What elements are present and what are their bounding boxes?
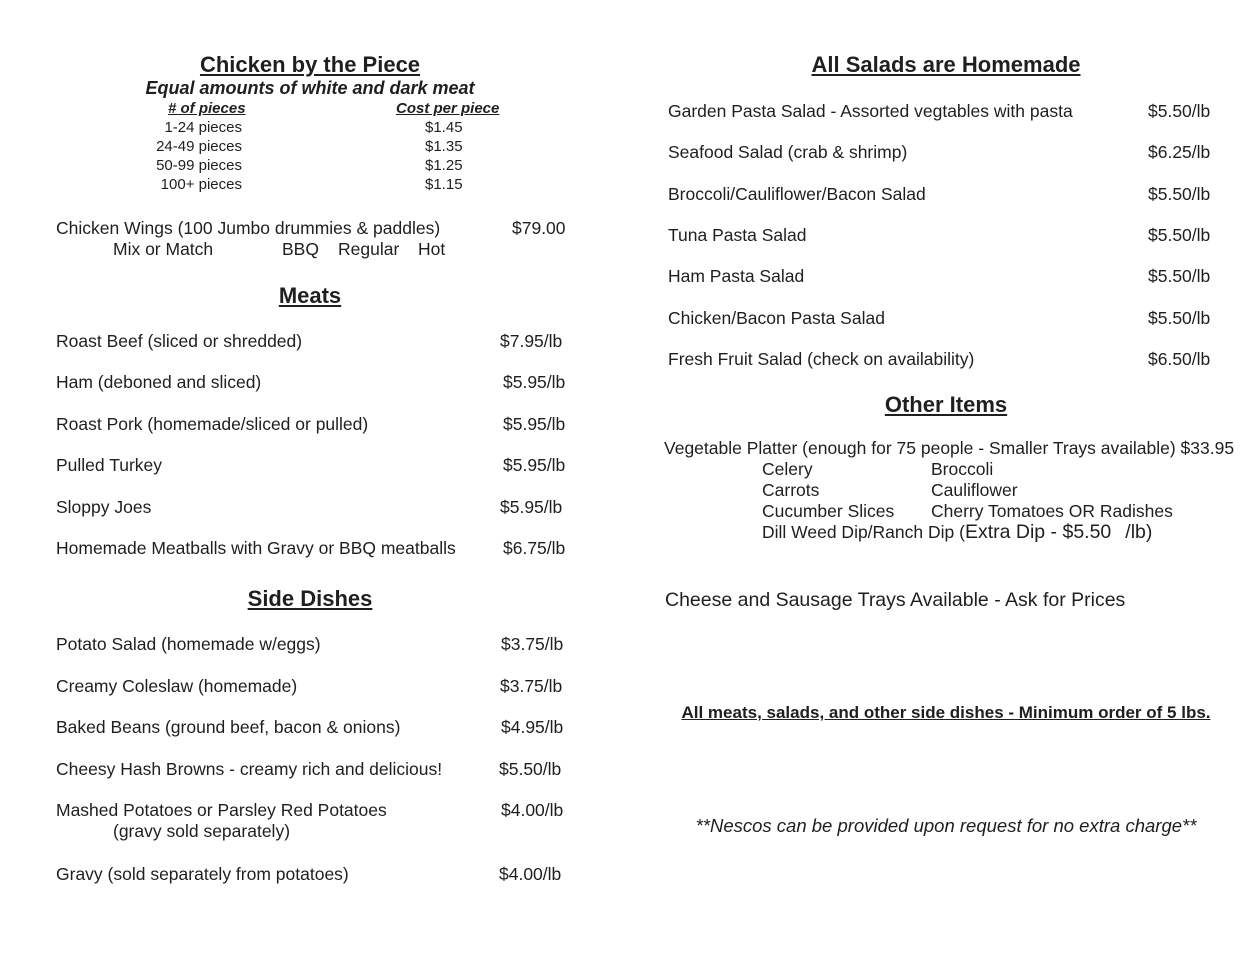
salad-price: $5.50/lb	[1148, 225, 1211, 245]
vegetable-platter-item: Vegetable Platter (enough for 75 people - Smaller Trays available) $33.95	[664, 438, 1235, 458]
salad-price: $5.50/lb	[1148, 184, 1211, 204]
side-price: $4.00/lb	[501, 800, 564, 820]
pieces-cell: 100+ pieces	[160, 176, 242, 193]
chicken-subtitle: Equal amounts of white and dark meat	[145, 78, 475, 98]
meat-price: $6.75/lb	[503, 538, 566, 558]
salads-title: All Salads are Homemade	[811, 52, 1081, 77]
salad-item: Broccoli/Cauliflower/Bacon Salad	[668, 184, 926, 204]
cost-cell: $1.35	[425, 138, 463, 155]
salad-price: $6.25/lb	[1148, 142, 1211, 162]
salad-item: Seafood Salad (crab & shrimp)	[668, 142, 908, 162]
meat-price: $5.95/lb	[503, 372, 566, 392]
pieces-cell: 24-49 pieces	[156, 138, 242, 155]
meat-item: Sloppy Joes	[56, 497, 152, 517]
meat-item: Ham (deboned and sliced)	[56, 372, 262, 392]
side-item: Cheesy Hash Browns - creamy rich and delicious!	[56, 759, 443, 779]
salad-item: Chicken/Bacon Pasta Salad	[668, 308, 885, 328]
meat-price: $5.95/lb	[503, 455, 566, 475]
side-item: Gravy (sold separately from potatoes)	[56, 864, 349, 884]
salad-price: $6.50/lb	[1148, 349, 1211, 369]
nescos-note: **Nescos can be provided upon request for no extra charge**	[695, 815, 1197, 836]
cost-cell: $1.25	[425, 157, 463, 174]
cost-cell: $1.15	[425, 176, 463, 193]
side-dishes-title: Side Dishes	[247, 586, 373, 611]
side-item-note: (gravy sold separately)	[113, 821, 291, 841]
meat-item: Roast Pork (homemade/sliced or pulled)	[56, 414, 369, 434]
meat-item: Roast Beef (sliced or shredded)	[56, 331, 303, 351]
wings-item: Chicken Wings (100 Jumbo drummies & paddles)	[56, 218, 441, 238]
pieces-cell: 50-99 pieces	[156, 157, 242, 174]
cheese-sausage-note: Cheese and Sausage Trays Available - Ask for Prices	[665, 589, 1126, 611]
meat-item: Homemade Meatballs with Gravy or BBQ meatballs	[56, 538, 456, 558]
salad-price: $5.50/lb	[1148, 308, 1211, 328]
salad-price: $5.50/lb	[1148, 101, 1211, 121]
side-price: $4.95/lb	[501, 717, 564, 737]
wings-option-hot: Hot	[418, 239, 446, 259]
dip-line	[762, 521, 1152, 544]
extra-dip-price: Extra Dip - $5.50	[964, 521, 1112, 543]
wings-mix-label: Mix or Match	[113, 239, 214, 259]
other-items-title: Other Items	[884, 392, 1008, 417]
meat-price: $7.95/lb	[500, 331, 563, 351]
wings-option-bbq: BBQ	[282, 239, 319, 259]
dip-label: Dill Weed Dip/Ranch Dip (	[762, 522, 965, 542]
cost-cell: $1.45	[425, 119, 463, 136]
side-item: Mashed Potatoes or Parsley Red Potatoes	[56, 800, 387, 820]
side-price: $3.75/lb	[501, 634, 564, 654]
meat-price: $5.95/lb	[503, 414, 566, 434]
side-item: Potato Salad (homemade w/eggs)	[56, 634, 321, 654]
vegetable-list-item: Celery	[762, 459, 813, 479]
salad-item: Fresh Fruit Salad (check on availability)	[668, 349, 975, 369]
vegetable-list-item: Cucumber Slices	[762, 501, 895, 521]
side-item: Baked Beans (ground beef, bacon & onions)	[56, 717, 401, 737]
meat-price: $5.95/lb	[500, 497, 563, 517]
wings-option-regular: Regular	[338, 239, 400, 259]
wings-price: $79.00	[512, 218, 566, 238]
salad-price: $5.50/lb	[1148, 266, 1211, 286]
side-price: $3.75/lb	[500, 676, 563, 696]
meat-item: Pulled Turkey	[56, 455, 163, 475]
chicken-title: Chicken by the Piece	[199, 52, 421, 77]
pieces-cell: 1-24 pieces	[164, 119, 242, 136]
minimum-order-note: All meats, salads, and other side dishes - Minimum order of 5 lbs.	[681, 703, 1211, 722]
salad-item: Tuna Pasta Salad	[668, 225, 807, 245]
side-price: $5.50/lb	[499, 759, 562, 779]
side-item: Creamy Coleslaw (homemade)	[56, 676, 298, 696]
vegetable-list-item: Carrots	[762, 480, 820, 500]
cost-column-header: Cost per piece	[396, 100, 500, 117]
pieces-column-header: # of pieces	[168, 100, 246, 117]
side-price: $4.00/lb	[499, 864, 562, 884]
vegetable-list-item: Broccoli	[931, 459, 994, 479]
meats-title: Meats	[278, 283, 342, 308]
vegetable-list-item: Cherry Tomatoes OR Radishes	[931, 501, 1173, 521]
vegetable-list-item: Cauliflower	[931, 480, 1018, 500]
salad-item: Garden Pasta Salad - Assorted vegtables with pasta	[668, 101, 1073, 121]
extra-dip-unit: /lb)	[1125, 521, 1153, 543]
salad-item: Ham Pasta Salad	[668, 266, 805, 286]
